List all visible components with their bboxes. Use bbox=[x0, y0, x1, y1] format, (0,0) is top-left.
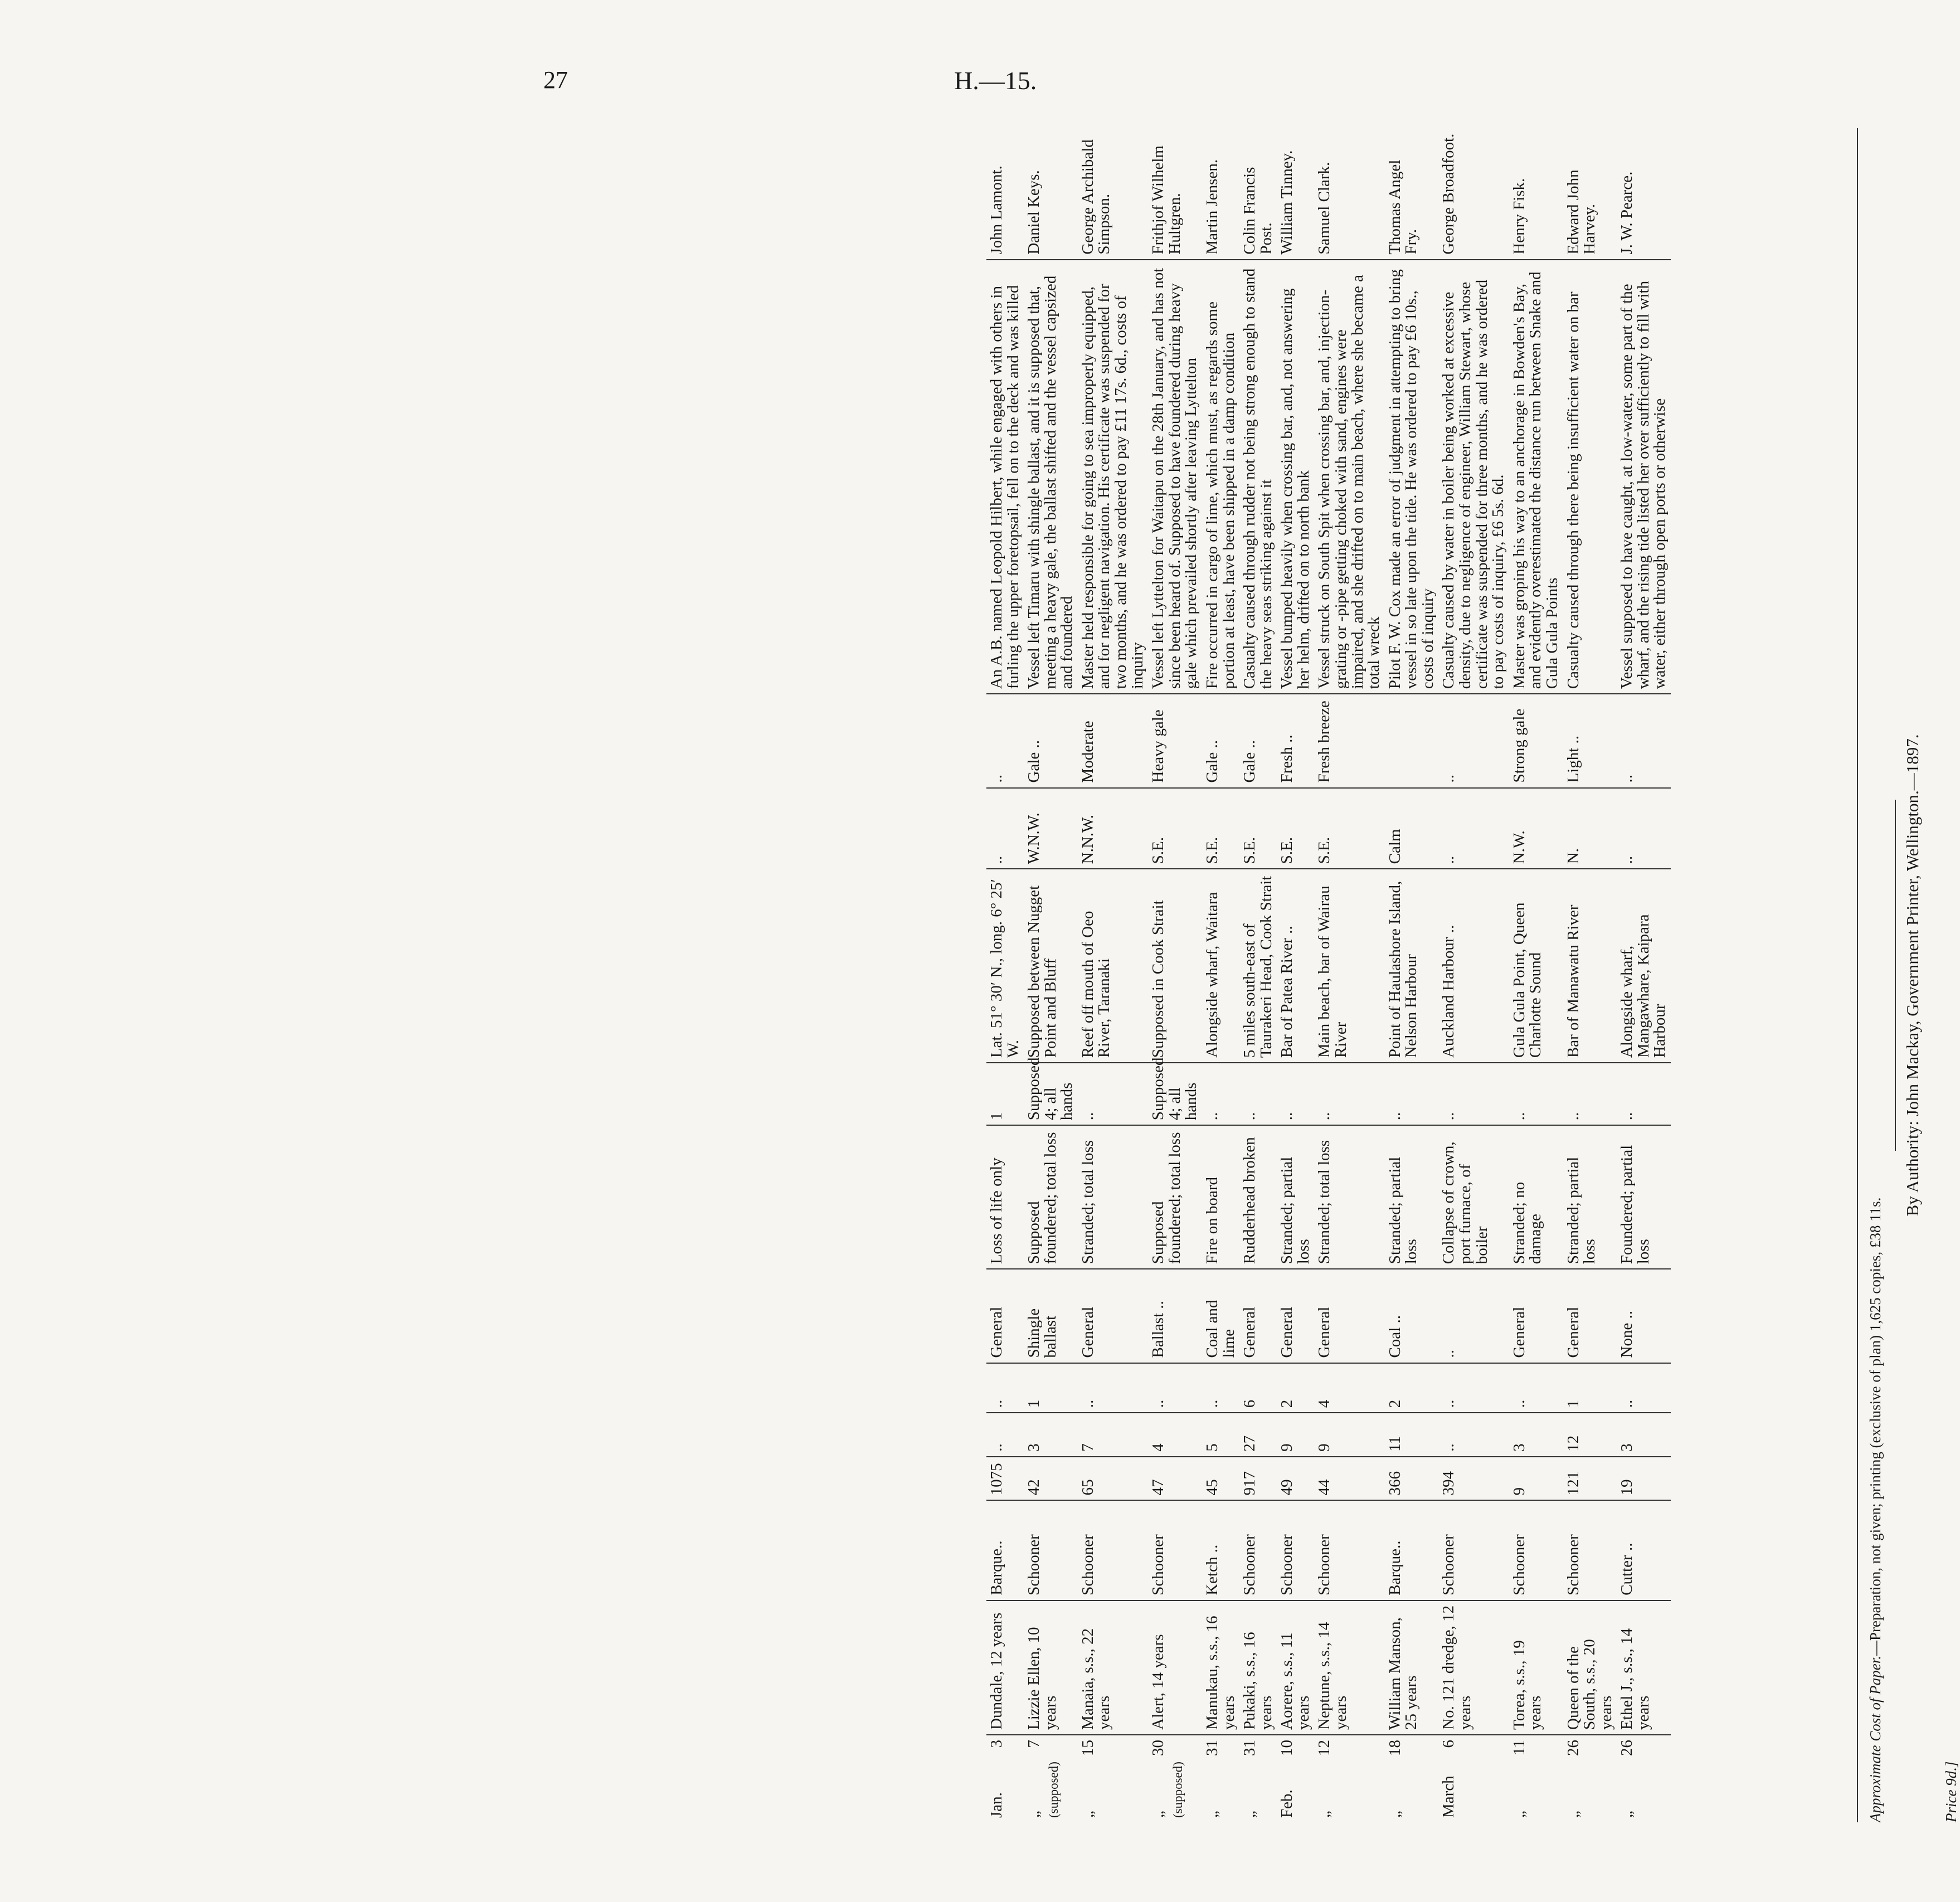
crew-count: 9 bbox=[1277, 1413, 1314, 1457]
passenger-count: 2 bbox=[1385, 1363, 1439, 1413]
tonnage: 45 bbox=[1202, 1457, 1239, 1501]
table-row bbox=[1078, 128, 1148, 1822]
cargo: Coal and lime bbox=[1202, 1269, 1239, 1363]
crew-count: 4 bbox=[1148, 1413, 1202, 1457]
reporting-officer: Edward John Harvey. bbox=[1563, 128, 1617, 260]
month: „ bbox=[1149, 1811, 1168, 1818]
date-note: (supposed) bbox=[1046, 1762, 1061, 1818]
vessel-name: Torea, s.s., 19 years bbox=[1509, 1601, 1563, 1735]
passenger-count: .. bbox=[1202, 1363, 1239, 1413]
casualty-place: Alongside wharf, Mangawhare, Kaipara Harbour bbox=[1617, 869, 1671, 1063]
lives-lost: Supposed 4; all hands bbox=[1148, 1063, 1202, 1125]
tonnage: 9 bbox=[1509, 1457, 1563, 1501]
cargo: General bbox=[1314, 1269, 1384, 1363]
casualty-nature: Supposed foundered; total loss bbox=[1024, 1125, 1078, 1269]
casualty-nature: Stranded; partial loss bbox=[1277, 1125, 1314, 1269]
passenger-count: .. bbox=[1148, 1363, 1202, 1413]
table-bottom-rule bbox=[1857, 128, 1858, 1822]
month: „ bbox=[1618, 1811, 1636, 1818]
date-cell bbox=[1438, 1735, 1509, 1822]
vessel-name: Lizzie Ellen, 10 years bbox=[1024, 1601, 1078, 1735]
tonnage: 19 bbox=[1617, 1457, 1671, 1501]
reporting-officer: George Broadfoot. bbox=[1438, 128, 1509, 260]
printer-authority: By Authority: John Mackay, Government Printer, Wellington.—1897. bbox=[1903, 734, 1922, 1217]
casualty-nature: Stranded; no damage bbox=[1509, 1125, 1563, 1269]
reporting-officer: Martin Jensen. bbox=[1202, 128, 1239, 260]
month: „ bbox=[1510, 1811, 1528, 1818]
day: 3 bbox=[988, 1739, 1005, 1748]
crew-count: 9 bbox=[1314, 1413, 1384, 1457]
table-row bbox=[1024, 128, 1078, 1822]
wind-force: Gale .. bbox=[1024, 694, 1078, 787]
page-number: 27 bbox=[543, 66, 568, 94]
vessel-name: No. 121 dredge, 12 years bbox=[1438, 1601, 1509, 1735]
casualty-place: Supposed between Nugget Point and Bluff bbox=[1024, 869, 1078, 1063]
vessel-name: Neptune, s.s., 14 years bbox=[1314, 1601, 1384, 1735]
crew-count: 5 bbox=[1202, 1413, 1239, 1457]
wind-direction: S.E. bbox=[1239, 788, 1277, 869]
day: 18 bbox=[1385, 1739, 1404, 1756]
vessel-name: Pukaki, s.s., 16 years bbox=[1239, 1601, 1277, 1735]
document-code: H.—15. bbox=[954, 66, 1037, 95]
table-row bbox=[1617, 128, 1671, 1822]
crew-count: 7 bbox=[1078, 1413, 1148, 1457]
vessel-name: Manukau, s.s., 16 years bbox=[1202, 1601, 1239, 1735]
cargo: Coal .. bbox=[1385, 1269, 1439, 1363]
lives-lost: .. bbox=[1385, 1063, 1439, 1125]
date-note: (supposed) bbox=[1170, 1762, 1185, 1818]
cargo: General bbox=[986, 1269, 1024, 1363]
cargo: Shingle ballast bbox=[1024, 1269, 1078, 1363]
wind-direction: S.E. bbox=[1277, 788, 1314, 869]
table-row bbox=[1239, 128, 1277, 1822]
casualty-nature: Stranded; total loss bbox=[1314, 1125, 1384, 1269]
casualty-nature: Rudderhead broken bbox=[1239, 1125, 1277, 1269]
passenger-count: .. bbox=[1438, 1363, 1509, 1413]
wind-force: Gale .. bbox=[1202, 694, 1239, 787]
month: Feb. bbox=[1278, 1789, 1296, 1818]
tonnage: 47 bbox=[1148, 1457, 1202, 1501]
casualty-rows bbox=[986, 128, 1671, 1822]
date-cell bbox=[986, 1735, 1024, 1822]
wind-force: Light .. bbox=[1563, 694, 1617, 787]
casualty-cause: Vessel struck on South Spit when crossing bar, and, injection-grating or -pipe getting choked with sand, engines were impaired, and she drifted on to main beach, where she became a total wreck bbox=[1314, 260, 1384, 694]
vessel-name: Alert, 14 years bbox=[1148, 1601, 1202, 1735]
casualty-cause: An A.B. named Leopold Hilbert, while engaged with others in furling the upper foretopsail, fell on to the deck and was killed bbox=[986, 260, 1024, 694]
casualty-place: Bar of Manawatu River bbox=[1563, 869, 1617, 1063]
cargo: General bbox=[1563, 1269, 1617, 1363]
vessel-rig: Schooner bbox=[1239, 1500, 1277, 1600]
table-row bbox=[1563, 128, 1617, 1822]
month: „ bbox=[1203, 1811, 1221, 1818]
vessel-rig: Ketch .. bbox=[1202, 1500, 1239, 1600]
wind-direction: S.E. bbox=[1148, 788, 1202, 869]
reporting-officer: Henry Fisk. bbox=[1509, 128, 1563, 260]
casualty-place: Gula Gula Point, Queen Charlotte Sound bbox=[1509, 869, 1563, 1063]
casualty-ledger bbox=[986, 128, 1956, 1822]
casualty-cause: Pilot F. W. Cox made an error of judgment in attempting to bring vessel in so late upon the tide. He was ordered to pay £6 10s., costs of inquiry bbox=[1385, 260, 1439, 694]
vessel-rig: Schooner bbox=[1277, 1500, 1314, 1600]
casualty-nature: Stranded; total loss bbox=[1078, 1125, 1148, 1269]
casualty-place: Main beach, bar of Wairau River bbox=[1314, 869, 1384, 1063]
casualty-nature: Collapse of crown, port furnace, of boiler bbox=[1438, 1125, 1509, 1269]
wind-force: Fresh .. bbox=[1277, 694, 1314, 787]
wind-force: Fresh breeze bbox=[1314, 694, 1384, 787]
lives-lost: .. bbox=[1509, 1063, 1563, 1125]
wind-direction: N. bbox=[1563, 788, 1617, 869]
casualty-place: Alongside wharf, Waitara bbox=[1202, 869, 1239, 1063]
wind-direction: N.W. bbox=[1509, 788, 1563, 869]
reporting-officer: J. W. Pearce. bbox=[1617, 128, 1671, 260]
wind-direction: S.E. bbox=[1314, 788, 1384, 869]
vessel-rig: Schooner bbox=[1148, 1500, 1202, 1600]
tonnage: 49 bbox=[1277, 1457, 1314, 1501]
casualty-cause: Casualty caused by water in boiler being worked at excessive density, due to negligence of engineer, William Stewart, whose certificate was suspended for three months, and he was ordered to pay costs of inquiry, £6 5s. 6d. bbox=[1438, 260, 1509, 694]
table-row bbox=[1314, 128, 1384, 1822]
cost-text: —Preparation, not given; printing (exclusive of plan) 1,625 copies, £38 11s. bbox=[1867, 1197, 1884, 1656]
casualty-place: Point of Haulashore Island, Nelson Harbour bbox=[1385, 869, 1439, 1063]
month: „ bbox=[1241, 1811, 1259, 1818]
day: 11 bbox=[1510, 1739, 1528, 1755]
crew-count: 12 bbox=[1563, 1413, 1617, 1457]
table-row bbox=[1277, 128, 1314, 1822]
tonnage: 65 bbox=[1078, 1457, 1148, 1501]
vessel-name: Queen of the South, s.s., 20 years bbox=[1563, 1601, 1617, 1735]
vessel-rig: Barque.. bbox=[1385, 1500, 1439, 1600]
casualty-place: Supposed in Cook Strait bbox=[1148, 869, 1202, 1063]
lives-lost: .. bbox=[1277, 1063, 1314, 1125]
month: „ bbox=[1564, 1811, 1582, 1818]
reporting-officer: George Archibald Simpson. bbox=[1078, 128, 1148, 260]
wind-force bbox=[1385, 694, 1439, 787]
vessel-rig: Schooner bbox=[1078, 1500, 1148, 1600]
casualty-nature: Loss of life only bbox=[986, 1125, 1024, 1269]
day: 10 bbox=[1278, 1739, 1296, 1756]
casualty-nature: Stranded; partial loss bbox=[1563, 1125, 1617, 1269]
casualty-table bbox=[986, 128, 1671, 1822]
wind-force: Heavy gale bbox=[1148, 694, 1202, 787]
crew-count: 11 bbox=[1385, 1413, 1439, 1457]
casualty-cause: Master held responsible for going to sea improperly equipped, and for negligent navigation. His certificate was suspended for two months, and he was ordered to pay £11 17s. 6d., costs of inquiry bbox=[1078, 260, 1148, 694]
tonnage: 44 bbox=[1314, 1457, 1384, 1501]
reporting-officer: Samuel Clark. bbox=[1314, 128, 1384, 260]
passenger-count: 6 bbox=[1239, 1363, 1277, 1413]
cargo: General bbox=[1277, 1269, 1314, 1363]
cargo: General bbox=[1078, 1269, 1148, 1363]
vessel-rig: Schooner bbox=[1438, 1500, 1509, 1600]
tonnage: 917 bbox=[1239, 1457, 1277, 1501]
crew-count: 3 bbox=[1024, 1413, 1078, 1457]
passenger-count: 1 bbox=[1024, 1363, 1078, 1413]
day: 12 bbox=[1315, 1739, 1334, 1756]
wind-force: .. bbox=[1438, 694, 1509, 787]
cargo: General bbox=[1509, 1269, 1563, 1363]
cargo: None .. bbox=[1617, 1269, 1671, 1363]
day: 6 bbox=[1439, 1739, 1458, 1748]
crew-count: 3 bbox=[1617, 1413, 1671, 1457]
vessel-rig: Cutter .. bbox=[1617, 1500, 1671, 1600]
day: 31 bbox=[1203, 1739, 1221, 1756]
casualty-place: Auckland Harbour .. bbox=[1438, 869, 1509, 1063]
lives-lost: .. bbox=[1239, 1063, 1277, 1125]
wind-direction: .. bbox=[986, 788, 1024, 869]
date-cell bbox=[1078, 1735, 1148, 1822]
reporting-officer: Frithjof Wilhelm Hultgren. bbox=[1148, 128, 1202, 260]
vessel-rig: Schooner bbox=[1024, 1500, 1078, 1600]
casualty-place: Bar of Patea River .. bbox=[1277, 869, 1314, 1063]
authority-rule bbox=[1895, 800, 1896, 1151]
rotated-page-content bbox=[986, 128, 1959, 1822]
date-cell bbox=[1148, 1735, 1202, 1822]
wind-direction: S.E. bbox=[1202, 788, 1239, 869]
vessel-name: Manaia, s.s., 22 years bbox=[1078, 1601, 1148, 1735]
casualty-nature: Foundered; partial loss bbox=[1617, 1125, 1671, 1269]
vessel-rig: Schooner bbox=[1563, 1500, 1617, 1600]
date-cell bbox=[1024, 1735, 1078, 1822]
vessel-name: Dundale, 12 years bbox=[986, 1601, 1024, 1735]
date-cell bbox=[1277, 1735, 1314, 1822]
day: 26 bbox=[1564, 1739, 1582, 1756]
casualty-cause: Casualty caused through rudder not being strong enough to stand the heavy seas striking against it bbox=[1239, 260, 1277, 694]
date-cell bbox=[1239, 1735, 1277, 1822]
passenger-count: 1 bbox=[1563, 1363, 1617, 1413]
reporting-officer: Daniel Keys. bbox=[1024, 128, 1078, 260]
day: 7 bbox=[1025, 1739, 1043, 1748]
casualty-nature: Supposed foundered; total loss bbox=[1148, 1125, 1202, 1269]
wind-force: Moderate bbox=[1078, 694, 1148, 787]
reporting-officer: Thomas Angel Fry. bbox=[1385, 128, 1439, 260]
tonnage: 394 bbox=[1438, 1457, 1509, 1501]
wind-direction: N.N.W. bbox=[1078, 788, 1148, 869]
cost-footnote bbox=[1867, 128, 1884, 1822]
wind-direction: W.N.W. bbox=[1024, 788, 1078, 869]
wind-force: .. bbox=[1617, 694, 1671, 787]
date-cell bbox=[1314, 1735, 1384, 1822]
passenger-count: .. bbox=[1617, 1363, 1671, 1413]
wind-direction: Calm bbox=[1385, 788, 1439, 869]
month: March bbox=[1439, 1775, 1458, 1818]
vessel-rig: Barque.. bbox=[986, 1500, 1024, 1600]
casualty-cause: Vessel supposed to have caught, at low-water, some part of the wharf, and the rising tide listed her over sufficiently to fill with water, either through open ports or otherwise bbox=[1617, 260, 1671, 694]
month: „ bbox=[1385, 1811, 1404, 1818]
passenger-count: .. bbox=[986, 1363, 1024, 1413]
vessel-name: William Manson, 25 years bbox=[1385, 1601, 1439, 1735]
reporting-officer: Colin Francis Post. bbox=[1239, 128, 1277, 260]
lives-lost: .. bbox=[1563, 1063, 1617, 1125]
lives-lost: .. bbox=[1438, 1063, 1509, 1125]
tonnage: 1075 bbox=[986, 1457, 1024, 1501]
casualty-place: Reef off mouth of Oeo River, Taranaki bbox=[1078, 869, 1148, 1063]
casualty-cause: Vessel left Timaru with shingle ballast, and it is supposed that, meeting a heavy gale, the ballast shifted and the vessel capsized and foundered bbox=[1024, 260, 1078, 694]
table-row bbox=[1148, 128, 1202, 1822]
lives-lost: .. bbox=[1078, 1063, 1148, 1125]
date-cell bbox=[1202, 1735, 1239, 1822]
passenger-count: .. bbox=[1509, 1363, 1563, 1413]
vessel-rig: Schooner bbox=[1509, 1500, 1563, 1600]
reporting-officer: John Lamont. bbox=[986, 128, 1024, 260]
lives-lost: Supposed 4; all hands bbox=[1024, 1063, 1078, 1125]
reporting-officer: William Tinney. bbox=[1277, 128, 1314, 260]
cargo: Ballast .. bbox=[1148, 1269, 1202, 1363]
casualty-place: Lat. 51° 30′ N., long. 6° 25′ W. bbox=[986, 869, 1024, 1063]
casualty-cause: Fire occurred in cargo of lime, which must, as regards some portion at least, have been shipped in a damp condition bbox=[1202, 260, 1239, 694]
vessel-name: Ethel J., s.s., 14 years bbox=[1617, 1601, 1671, 1735]
cost-label: Approximate Cost of Paper. bbox=[1867, 1656, 1884, 1822]
month: „ bbox=[1025, 1811, 1043, 1818]
casualty-nature: Stranded; partial loss bbox=[1385, 1125, 1439, 1269]
table-row bbox=[1385, 128, 1439, 1822]
crew-count: 27 bbox=[1239, 1413, 1277, 1457]
wind-force: Strong gale bbox=[1509, 694, 1563, 787]
date-cell bbox=[1563, 1735, 1617, 1822]
lives-lost: 1 bbox=[986, 1063, 1024, 1125]
month: Jan. bbox=[988, 1792, 1005, 1818]
casualty-place: 5 miles south-east of Taurakeri Head, Cook Strait bbox=[1239, 869, 1277, 1063]
table-row bbox=[1438, 128, 1509, 1822]
wind-force: Gale .. bbox=[1239, 694, 1277, 787]
lives-lost: .. bbox=[1617, 1063, 1671, 1125]
casualty-cause: Vessel bumped heavily when crossing bar, and, not answering her helm, drifted on to north bank bbox=[1277, 260, 1314, 694]
table-row bbox=[1202, 128, 1239, 1822]
table-row bbox=[986, 128, 1024, 1822]
day: 31 bbox=[1241, 1739, 1259, 1756]
wind-direction: .. bbox=[1438, 788, 1509, 869]
date-cell bbox=[1617, 1735, 1671, 1822]
day: 26 bbox=[1618, 1739, 1636, 1756]
cargo: .. bbox=[1438, 1269, 1509, 1363]
wind-force: .. bbox=[986, 694, 1024, 787]
crew-count: 3 bbox=[1509, 1413, 1563, 1457]
tonnage: 42 bbox=[1024, 1457, 1078, 1501]
crew-count: .. bbox=[1438, 1413, 1509, 1457]
casualty-cause: Master was groping his way to an anchorage in Bowden's Bay, and evidently overestimated the distance run between Snake and Gula Gula Points bbox=[1509, 260, 1563, 694]
passenger-count: 4 bbox=[1314, 1363, 1384, 1413]
casualty-nature: Fire on board bbox=[1202, 1125, 1239, 1269]
tonnage: 366 bbox=[1385, 1457, 1439, 1501]
lives-lost: .. bbox=[1202, 1063, 1239, 1125]
vessel-rig: Schooner bbox=[1314, 1500, 1384, 1600]
month: „ bbox=[1315, 1811, 1334, 1818]
casualty-cause: Casualty caused through there being insufficient water on bar bbox=[1563, 260, 1617, 694]
date-cell bbox=[1385, 1735, 1439, 1822]
crew-count: .. bbox=[986, 1413, 1024, 1457]
wind-direction: .. bbox=[1617, 788, 1671, 869]
month: „ bbox=[1078, 1811, 1097, 1818]
lives-lost: .. bbox=[1314, 1063, 1384, 1125]
date-cell bbox=[1509, 1735, 1563, 1822]
price-note: Price 9d.] bbox=[1943, 1761, 1959, 1822]
table-row bbox=[1509, 128, 1563, 1822]
tonnage: 121 bbox=[1563, 1457, 1617, 1501]
cargo: General bbox=[1239, 1269, 1277, 1363]
passenger-count: .. bbox=[1078, 1363, 1148, 1413]
day: 15 bbox=[1078, 1739, 1097, 1756]
day: 30 bbox=[1149, 1739, 1168, 1756]
vessel-name: Aorere, s.s., 11 years bbox=[1277, 1601, 1314, 1735]
casualty-cause: Vessel left Lyttelton for Waitapu on the 28th January, and has not since been heard of. Supposed to have foundered during heavy gale which prevailed shortly after leaving Lyttelton bbox=[1148, 260, 1202, 694]
passenger-count: 2 bbox=[1277, 1363, 1314, 1413]
